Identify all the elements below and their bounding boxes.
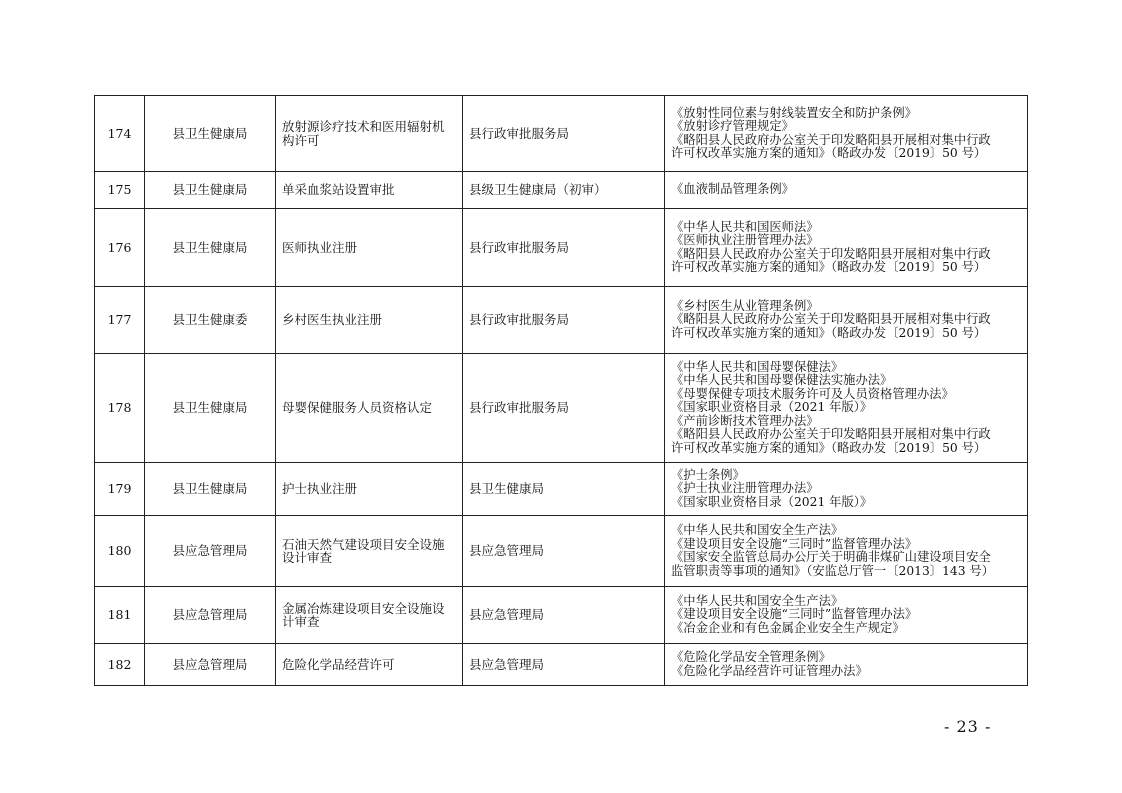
table-row (95, 463, 1028, 516)
approval-item-cell: 医师执业注册 (276, 209, 463, 287)
row-number: 174 (95, 96, 145, 172)
table-row (95, 644, 1028, 686)
legal-basis-cell (665, 516, 1028, 587)
handling-organ-cell: 县卫生健康局 (463, 463, 665, 516)
legal-basis-line: 《略阳县人民政府办公室关于印发略阳县开展相对集中行政 (671, 246, 991, 261)
legal-basis-line: 《危险化学品经营许可证管理办法》 (671, 663, 868, 678)
department-cell: 县卫生健康委 (145, 287, 276, 354)
table-row (95, 587, 1028, 644)
legal-basis-cell (665, 644, 1028, 686)
legal-basis-line: 许可权改革实施方案的通知》（略政办发〔2019〕50 号） (671, 260, 987, 274)
row-number: 178 (95, 354, 145, 463)
legal-basis-line: 《医师执业注册管理办法》 (671, 233, 819, 247)
legal-basis-line: 许可权改革实施方案的通知》（略政办发〔2019〕50 号） (671, 440, 987, 455)
legal-basis-cell (665, 354, 1028, 463)
handling-organ-cell: 县应急管理局 (463, 644, 665, 686)
approval-item-cell: 母婴保健服务人员资格认定 (276, 354, 463, 463)
legal-basis-line: 许可权改革实施方案的通知》（略政办发〔2019〕50 号） (671, 146, 987, 160)
legal-basis-line: 《放射诊疗管理规定》 (671, 119, 794, 133)
legal-basis-line: 《护士条例》 (671, 467, 745, 482)
table-body (95, 96, 1028, 686)
handling-organ-cell: 县应急管理局 (463, 516, 665, 587)
approval-items-table-container (94, 95, 1027, 686)
legal-basis-line: 《中华人民共和国安全生产法》 (671, 593, 844, 608)
legal-basis-line: 《母婴保健专项技术服务许可及人员资格管理办法》 (671, 386, 954, 401)
row-number: 182 (95, 644, 145, 686)
handling-organ-cell: 县行政审批服务局 (463, 96, 665, 172)
row-number: 180 (95, 516, 145, 587)
table-row (95, 96, 1028, 172)
table-row (95, 287, 1028, 354)
department-cell: 县卫生健康局 (145, 209, 276, 287)
legal-basis-line: 《中华人民共和国医师法》 (671, 219, 819, 234)
legal-basis-line: 许可权改革实施方案的通知》（略政办发〔2019〕50 号） (671, 325, 987, 340)
legal-basis-line: 《中华人民共和国安全生产法》 (671, 523, 844, 537)
handling-organ-cell: 县行政审批服务局 (463, 287, 665, 354)
department-cell: 县应急管理局 (145, 644, 276, 686)
legal-basis-line: 《建设项目安全设施“三同时”监督管理办法》 (671, 536, 918, 551)
row-number: 176 (95, 209, 145, 287)
approval-item-cell: 石油天然气建设项目安全设施设计审查 (276, 516, 463, 587)
legal-basis-line: 《乡村医生从业管理条例》 (671, 298, 819, 313)
legal-basis-cell (665, 209, 1028, 287)
legal-basis-line: 监管职责等事项的通知》（安监总厅管一〔2013〕143 号） (671, 563, 995, 578)
handling-organ-cell: 县应急管理局 (463, 587, 665, 644)
approval-item-cell: 单采血浆站设置审批 (276, 172, 463, 209)
legal-basis-line: 《血液制品管理条例》 (671, 182, 794, 197)
approval-item-cell: 乡村医生执业注册 (276, 287, 463, 354)
row-number: 181 (95, 587, 145, 644)
table-row (95, 209, 1028, 287)
legal-basis-line: 《略阳县人民政府办公室关于印发略阳县开展相对集中行政 (671, 312, 991, 327)
row-number: 175 (95, 172, 145, 209)
legal-basis-cell (665, 463, 1028, 516)
legal-basis-line: 《略阳县人民政府办公室关于印发略阳县开展相对集中行政 (671, 427, 991, 442)
legal-basis-line: 《放射性同位素与射线装置安全和防护条例》 (671, 105, 917, 120)
department-cell: 县卫生健康局 (145, 463, 276, 516)
legal-basis-line: 《国家职业资格目录（2021 年版）》 (671, 494, 873, 509)
legal-basis-line: 《危险化学品安全管理条例》 (671, 650, 831, 664)
department-cell: 县卫生健康局 (145, 172, 276, 209)
approval-items-table (94, 95, 1028, 686)
approval-item-cell: 放射源诊疗技术和医用辐射机构许可 (276, 96, 463, 172)
department-cell: 县应急管理局 (145, 516, 276, 587)
handling-organ-cell: 县行政审批服务局 (463, 354, 665, 463)
row-number: 177 (95, 287, 145, 354)
legal-basis-line: 《护士执业注册管理办法》 (671, 481, 819, 496)
legal-basis-cell (665, 287, 1028, 354)
legal-basis-line: 《略阳县人民政府办公室关于印发略阳县开展相对集中行政 (671, 132, 991, 147)
approval-item-cell: 危险化学品经营许可 (276, 644, 463, 686)
table-row (95, 172, 1028, 209)
row-number: 179 (95, 463, 145, 516)
page-number: - 23 - (944, 717, 992, 736)
legal-basis-line: 《中华人民共和国母婴保健法》 (671, 359, 844, 374)
approval-item-cell: 护士执业注册 (276, 463, 463, 516)
approval-item-cell: 金属冶炼建设项目安全设施设计审查 (276, 587, 463, 644)
legal-basis-line: 《建设项目安全设施“三同时”监督管理办法》 (671, 607, 918, 622)
legal-basis-line: 《国家安全监管总局办公厅关于明确非煤矿山建设项目安全 (671, 550, 991, 564)
legal-basis-cell (665, 96, 1028, 172)
legal-basis-line: 《产前诊断技术管理办法》 (671, 413, 819, 428)
legal-basis-cell (665, 587, 1028, 644)
table-row (95, 354, 1028, 463)
legal-basis-line: 《国家职业资格目录（2021 年版）》 (671, 400, 873, 415)
handling-organ-cell: 县级卫生健康局（初审） (463, 172, 665, 209)
table-row (95, 516, 1028, 587)
department-cell: 县应急管理局 (145, 587, 276, 644)
handling-organ-cell: 县行政审批服务局 (463, 209, 665, 287)
legal-basis-line: 《中华人民共和国母婴保健法实施办法》 (671, 373, 893, 388)
department-cell: 县卫生健康局 (145, 96, 276, 172)
legal-basis-line: 《冶金企业和有色金属企业安全生产规定》 (671, 620, 905, 635)
legal-basis-cell (665, 172, 1028, 209)
department-cell: 县卫生健康局 (145, 354, 276, 463)
